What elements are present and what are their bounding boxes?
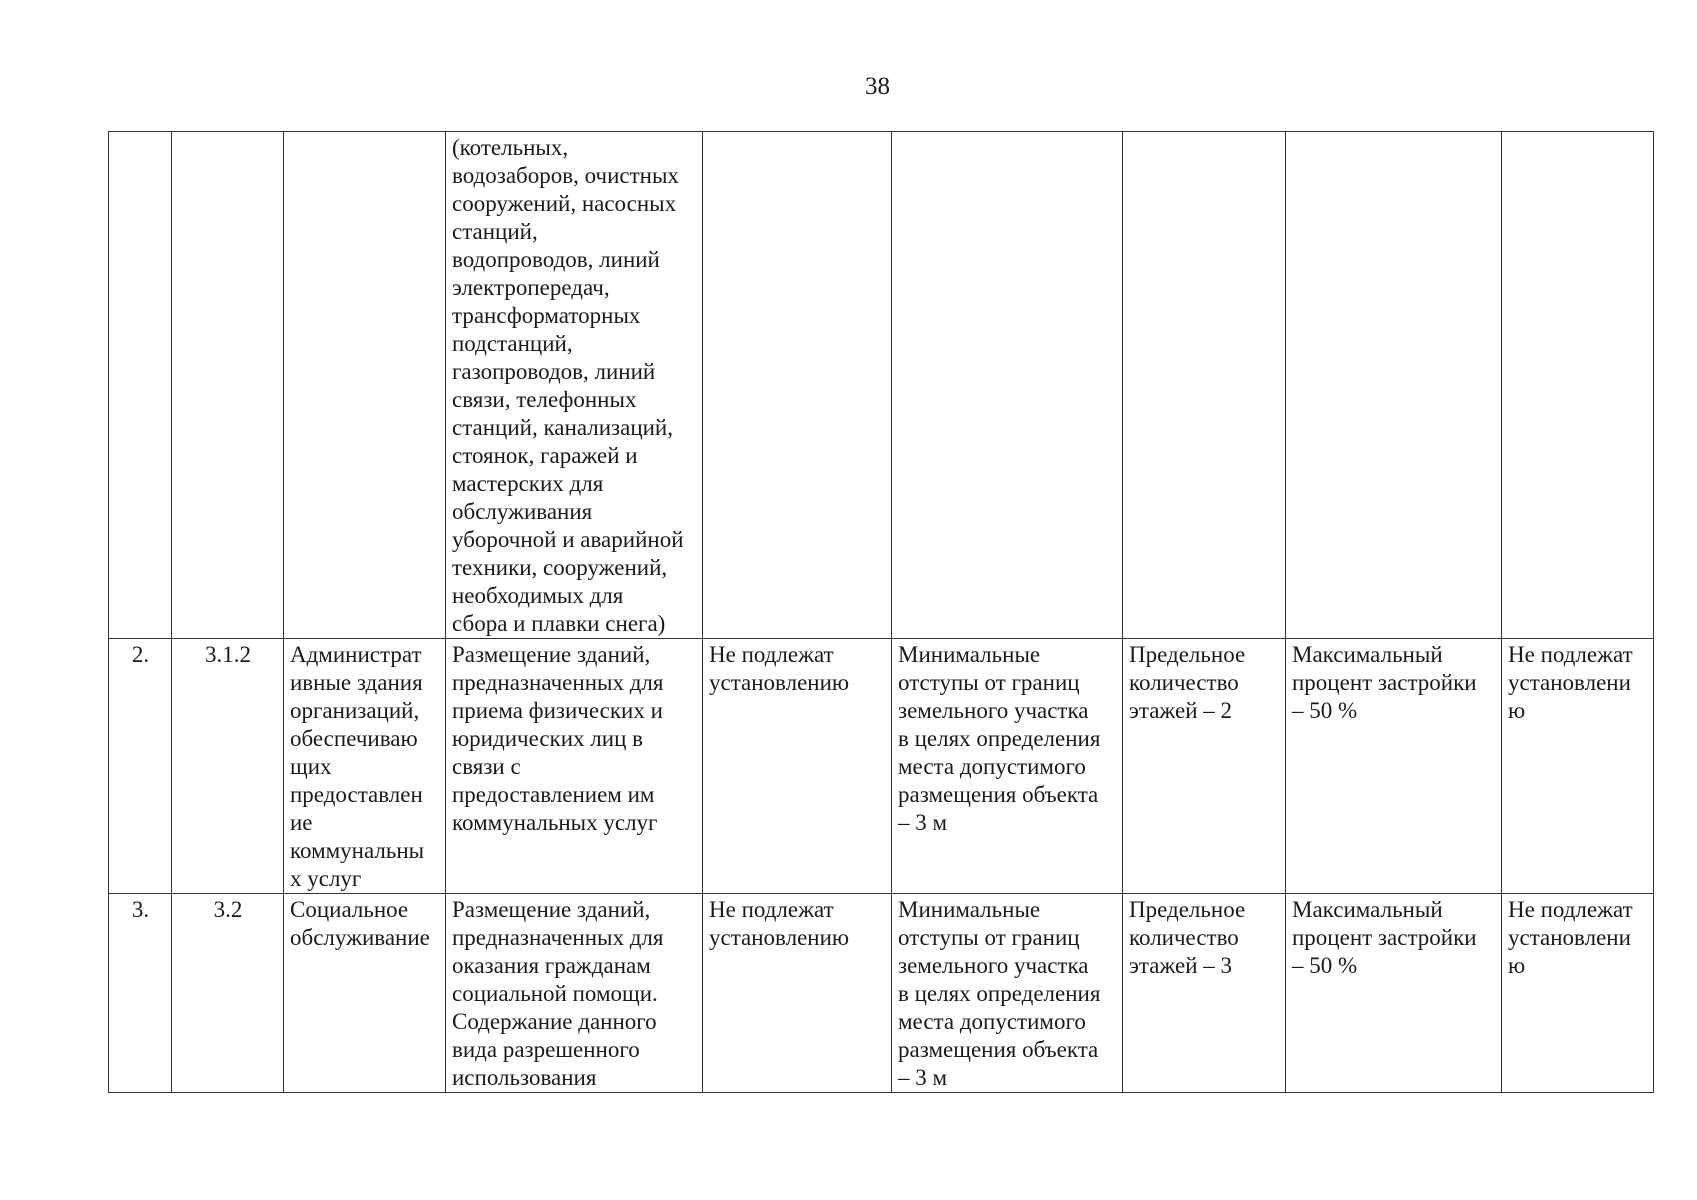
build-percent-cell — [1286, 132, 1502, 639]
area-limit-cell — [703, 132, 892, 639]
use-name-cell — [284, 132, 446, 639]
table-row — [109, 639, 1654, 894]
floors-limit-cell: Предельное количество этажей – 3 — [1123, 894, 1286, 1093]
use-description-cell: Размещение зданий, предназначенных для приема физических и юридических лиц в связи с предоставлением им коммунальных услуг — [446, 639, 703, 894]
table-row-continuation — [109, 132, 1654, 639]
row-number-cell — [109, 132, 172, 639]
use-description-cell: Размещение зданий, предназначенных для оказания гражданам социальной помощи. Содержание данного вида разрешенного использования — [446, 894, 703, 1093]
row-number-cell: 3. — [109, 894, 172, 1093]
build-percent-cell: Максимальный процент застройки – 50 % — [1286, 894, 1502, 1093]
area-limit-cell: Не подлежат установлению — [703, 639, 892, 894]
use-code-cell: 3.2 — [172, 894, 284, 1093]
floors-limit-cell — [1123, 132, 1286, 639]
setback-cell: Минимальные отступы от границ земельного участка в целях определения места допустимого размещения объекта – 3 м — [892, 639, 1123, 894]
use-name-cell: Социальное обслуживание — [284, 894, 446, 1093]
use-name-cell: Администрат ивные здания организаций, обеспечиваю щих предоставлен ие коммунальны х услуг — [284, 639, 446, 894]
other-limits-cell — [1502, 132, 1654, 639]
land-use-regulations-table — [108, 131, 1654, 1093]
floors-limit-cell: Предельное количество этажей – 2 — [1123, 639, 1286, 894]
area-limit-cell: Не подлежат установлению — [703, 894, 892, 1093]
setback-cell — [892, 132, 1123, 639]
build-percent-cell: Максимальный процент застройки – 50 % — [1286, 639, 1502, 894]
use-code-cell — [172, 132, 284, 639]
row-number-cell: 2. — [109, 639, 172, 894]
use-description-cell: (котельных, водозаборов, очистных сооружений, насосных станций, водопроводов, линий электропередач, трансформаторных подстанций, газопроводов, линий связи, телефонных станций, канализаций, стоянок, гаражей и мастерских для обслуживания уборочной и аварийной техники, сооружений, необходимых для сбора и плавки снега) — [446, 132, 703, 639]
use-code-cell: 3.1.2 — [172, 639, 284, 894]
other-limits-cell: Не подлежат установлени ю — [1502, 894, 1654, 1093]
page-number: 38 — [865, 73, 890, 100]
other-limits-cell: Не подлежат установлени ю — [1502, 639, 1654, 894]
table-row — [109, 894, 1654, 1093]
setback-cell: Минимальные отступы от границ земельного участка в целях определения места допустимого размещения объекта – 3 м — [892, 894, 1123, 1093]
